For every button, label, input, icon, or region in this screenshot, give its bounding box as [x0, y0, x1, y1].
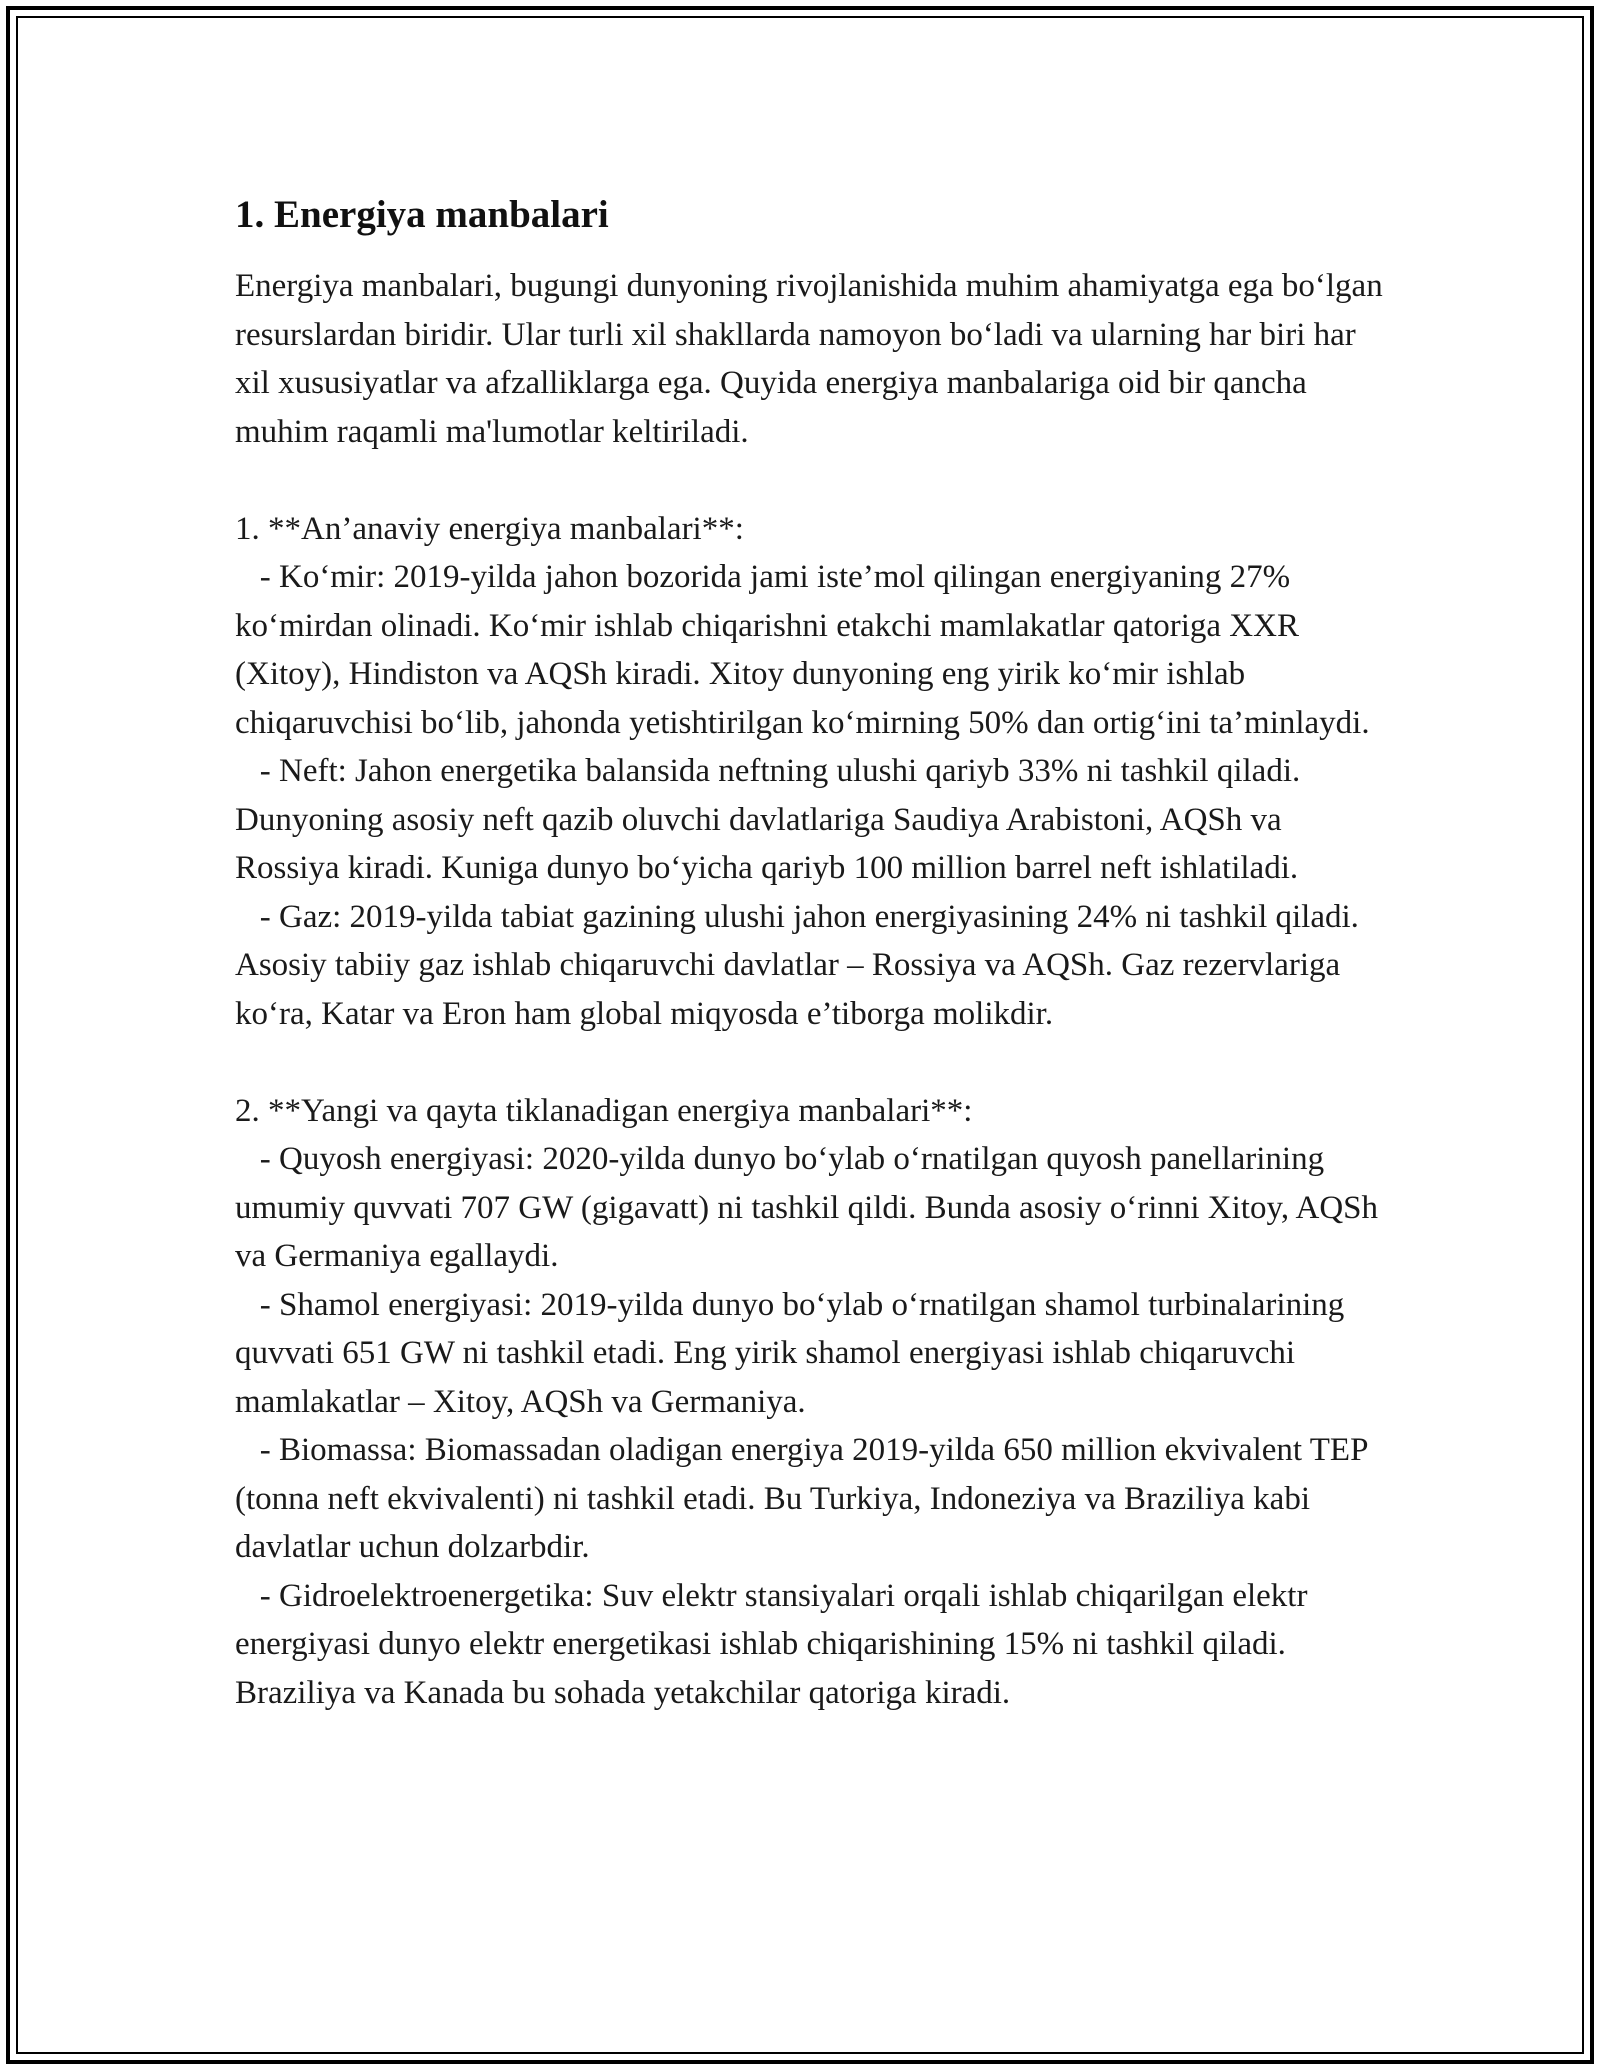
list-item-wind: - Shamol energiyasi: 2019-yilda dunyo bo‘ylab o‘rnatilgan shamol turbinalarining quvvati 651 GW ni tashkil etadi. Eng yirik shamol energiyasi ishlab chiqaruvchi mamlakatlar – Xitoy, AQSh va Germaniya. — [235, 1286, 1353, 1420]
section-heading: 2. **Yangi va qayta tiklanadigan energiya manbalari**: — [235, 1092, 973, 1129]
list-item-coal: - Ko‘mir: 2019-yilda jahon bozorida jami iste’mol qilingan energiyaning 27% ko‘mirdan olinadi. Ko‘mir ishlab chiqarishni etakchi mamlakatlar qatoriga XXR (Xitoy), Hindiston va AQSh kiradi. Xitoy dunyoning eng yirik ko‘mir ishlab chiqaruvchisi bo‘lib, jahonda yetishtirilgan ko‘mirning 50% dan ortig‘ini ta’minlaydi. — [235, 559, 1370, 741]
document-body — [235, 185, 1391, 1717]
section-heading: 1. **An’anaviy energiya manbalari**: — [235, 510, 744, 547]
list-item-oil: - Neft: Jahon energetika balansida neftning ulushi qariyb 33% ni tashkil qiladi. Dunyoning asosiy neft qazib oluvchi davlatlariga Saudiya Arabistoni, AQSh va Rossiya kiradi. Kuniga dunyo bo‘yicha qariyb 100 million barrel neft ishlatiladi. — [235, 753, 1309, 886]
list-item-hydro: - Gidroelektroenergetika: Suv elektr stansiyalari orqali ishlab chiqarilgan elektr energiyasi dunyo elektr energetikasi ishlab chiqarishining 15% ni tashkil qiladi. Braziliya va Kanada bu sohada yetakchilar qatoriga kiradi. — [235, 1577, 1316, 1711]
section-renewable-energy — [235, 1087, 1385, 1718]
section-traditional-energy — [235, 505, 1385, 1039]
spacer — [235, 1038, 1385, 1087]
list-item-solar: - Quyosh energiyasi: 2020-yilda dunyo bo‘ylab o‘rnatilgan quyosh panellarining umumiy quvvati 707 GW (gigavatt) ni tashkil qildi. Bunda asosiy o‘rinni Xitoy, AQSh va Germaniya egallaydi. — [235, 1141, 1387, 1274]
spacer — [235, 456, 1385, 505]
intro-paragraph: Energiya manbalari, bugungi dunyoning rivojlanishida muhim ahamiyatga ega bo‘lgan resurslardan biridir. Ular turli xil shakllarda namoyon bo‘ladi va ularning har biri har xil xususiyatlar va afzalliklarga ega. Quyida energiya manbalariga oid bir qancha muhim raqamli ma'lumotlar keltiriladi. — [235, 268, 1391, 450]
list-item-gas: - Gaz: 2019-yilda tabiat gazining ulushi jahon energiyasining 24% ni tashkil qiladi. Asosiy tabiiy gaz ishlab chiqaruvchi davlatlar – Rossiya va AQSh. Gaz rezervlariga ko‘ra, Katar va Eron ham global miqyosda e’tiborga molikdir. — [235, 898, 1366, 1032]
document-title: 1. Energiya manbalari — [235, 193, 609, 236]
list-item-biomass: - Biomassa: Biomassadan oladigan energiya 2019-yilda 650 million ekvivalent TEP (tonna neft ekvivalenti) ni tashkil etadi. Bu Turkiya, Indoneziya va Braziliya kabi davlatlar uchun dolzarbdir. — [235, 1432, 1376, 1565]
